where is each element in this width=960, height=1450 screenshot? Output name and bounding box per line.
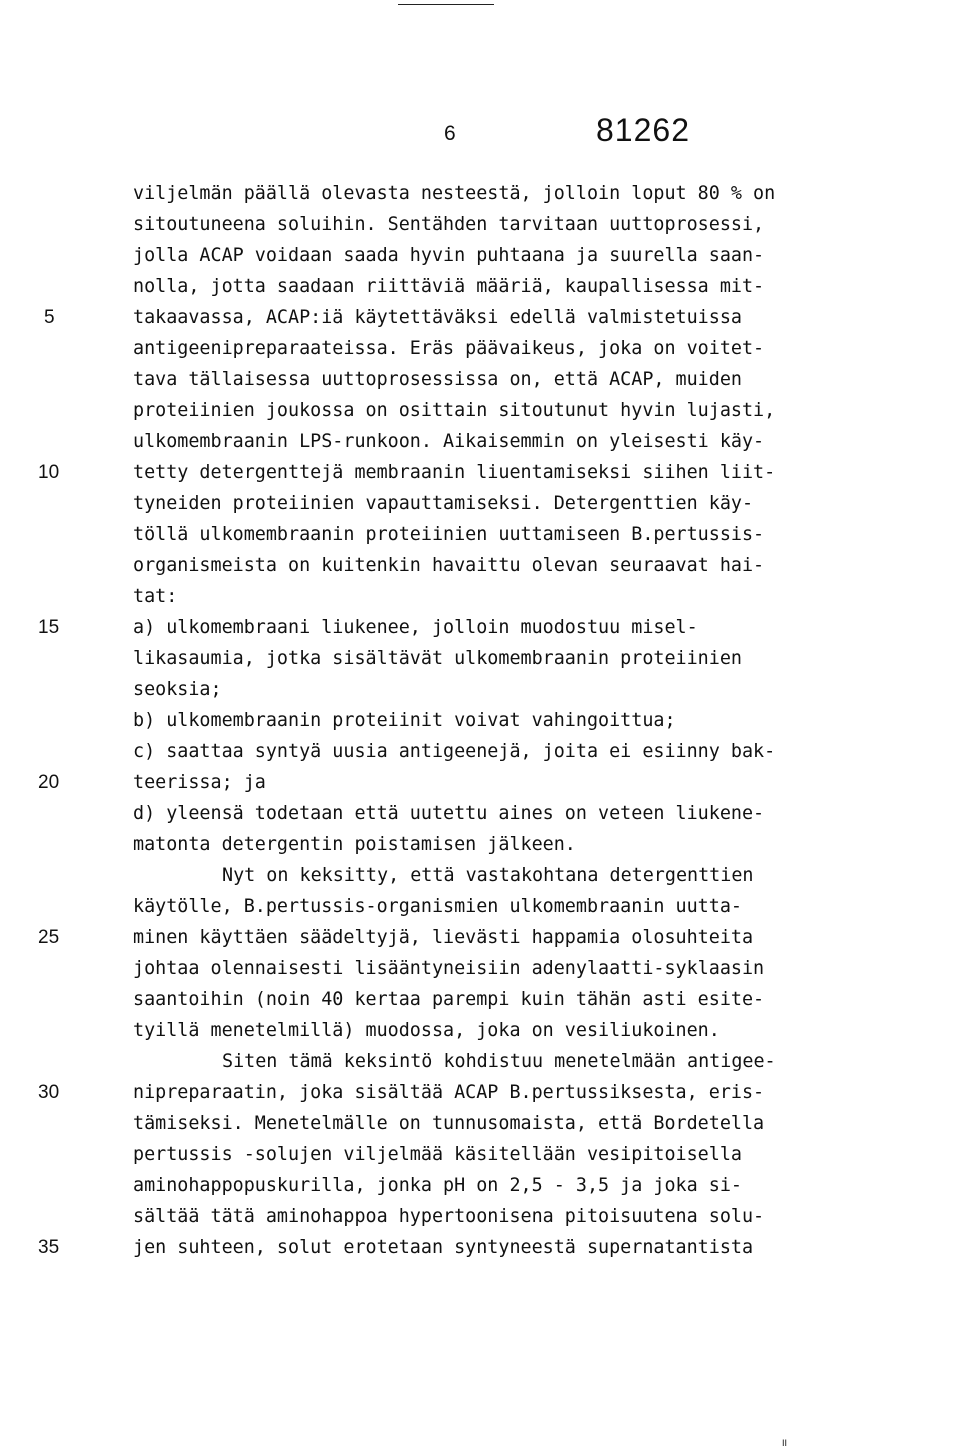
text-line: johtaa olennaisesti lisääntyneisiin adenylaatti-syklaasin bbox=[133, 958, 765, 979]
line-number: 15 bbox=[38, 617, 60, 638]
text-line: sitoutuneena soluihin. Sentähden tarvitaan uuttoprosessi, bbox=[133, 214, 765, 235]
text-line: käytölle, B.pertussis-organismien ulkomembraanin uutta- bbox=[133, 896, 742, 917]
text-line: viljelmän päällä olevasta nesteestä, jolloin loput 80 % on bbox=[133, 183, 776, 204]
text-line: tat: bbox=[133, 586, 178, 607]
text-line: tämiseksi. Menetelmälle on tunnusomaista, että Bordetella bbox=[133, 1113, 765, 1134]
line-number: 30 bbox=[38, 1082, 60, 1103]
text-line: proteiinien joukossa on osittain sitoutunut hyvin lujasti, bbox=[133, 400, 776, 421]
text-line: Siten tämä keksintö kohdistuu menetelmään antigee- bbox=[222, 1051, 776, 1072]
page-number: 6 bbox=[444, 122, 456, 145]
text-line: nolla, jotta saadaan riittäviä määriä, kaupallisessa mit- bbox=[133, 276, 765, 297]
text-line: pertussis -solujen viljelmää käsitellään vesipitoisella bbox=[133, 1144, 742, 1165]
text-line: Nyt on keksitty, että vastakohtana detergenttien bbox=[222, 865, 754, 886]
footer-mark: II bbox=[782, 1438, 788, 1448]
text-line: jen suhteen, solut erotetaan syntyneestä supernatantista bbox=[133, 1237, 754, 1258]
line-number: 25 bbox=[38, 927, 60, 948]
text-line: antigeenipreparaateissa. Eräs päävaikeus, joka on voitet- bbox=[133, 338, 765, 359]
text-line: töllä ulkomembraanin proteiinien uuttamiseen B.pertussis- bbox=[133, 524, 765, 545]
text-line: b) ulkomembraanin proteiinit voivat vahingoittua; bbox=[133, 710, 676, 731]
text-line: likasaumia, jotka sisältävät ulkomembraanin proteiinien bbox=[133, 648, 742, 669]
text-line: tava tällaisessa uuttoprosessissa on, että ACAP, muiden bbox=[133, 369, 742, 390]
text-line: jolla ACAP voidaan saada hyvin puhtaana ja suurella saan- bbox=[133, 245, 765, 266]
text-line: matonta detergentin poistamisen jälkeen. bbox=[133, 834, 576, 855]
text-line: d) yleensä todetaan että uutettu aines on veteen liukene- bbox=[133, 803, 765, 824]
text-line: nipreparaatin, joka sisältää ACAP B.pertussiksesta, eris- bbox=[133, 1082, 765, 1103]
line-number: 5 bbox=[44, 307, 55, 328]
text-line: seoksia; bbox=[133, 679, 222, 700]
patent-number: 81262 bbox=[596, 112, 690, 148]
text-line: saantoihin (noin 40 kertaa parempi kuin tähän asti esite- bbox=[133, 989, 765, 1010]
text-line: takaavassa, ACAP:iä käytettäväksi edellä valmistetuissa bbox=[133, 307, 742, 328]
line-number: 10 bbox=[38, 462, 60, 483]
top-rule bbox=[398, 4, 494, 5]
text-line: teerissa; ja bbox=[133, 772, 266, 793]
text-line: tyneiden proteiinien vapauttamiseksi. Detergenttien käy- bbox=[133, 493, 754, 514]
text-line: ulkomembraanin LPS-runkoon. Aikaisemmin on yleisesti käy- bbox=[133, 431, 765, 452]
text-line: aminohappopuskurilla, jonka pH on 2,5 - 3,5 ja joka si- bbox=[133, 1175, 742, 1196]
text-line: c) saattaa syntyä uusia antigeenejä, joita ei esiinny bak- bbox=[133, 741, 776, 762]
text-line: tetty detergenttejä membraanin liuentamiseksi siihen liit- bbox=[133, 462, 776, 483]
text-line: tyillä menetelmillä) muodossa, joka on vesiliukoinen. bbox=[133, 1020, 720, 1041]
text-line: sältää tätä aminohappoa hypertoonisena pitoisuutena solu- bbox=[133, 1206, 765, 1227]
line-number: 20 bbox=[38, 772, 60, 793]
text-line: organismeista on kuitenkin havaittu olevan seuraavat hai- bbox=[133, 555, 765, 576]
text-line: a) ulkomembraani liukenee, jolloin muodostuu misel- bbox=[133, 617, 698, 638]
text-line: minen käyttäen säädeltyjä, lievästi happamia olosuhteita bbox=[133, 927, 754, 948]
line-number: 35 bbox=[38, 1237, 60, 1258]
